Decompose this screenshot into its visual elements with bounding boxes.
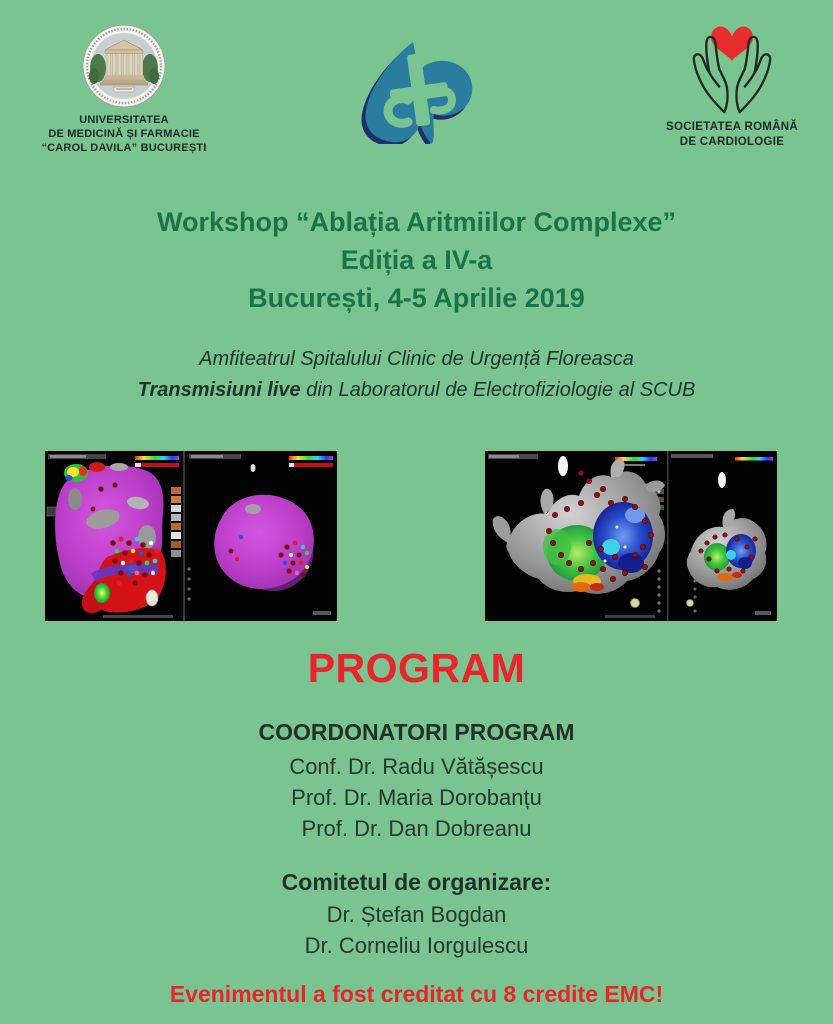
coordinator-name: Prof. Dr. Maria Dorobanțu (291, 785, 542, 810)
umf-logo-text-line2: DE MEDICINĂ ȘI FARMACIE (48, 128, 200, 140)
university-emblem-icon (82, 24, 166, 108)
committee-member-name: Dr. Ștefan Bogdan (326, 902, 507, 927)
title-line2: Ediția a IV-a (340, 245, 493, 275)
coordinators-list (0, 751, 833, 844)
src-logo-text-line1: SOCIETATEA ROMÂNĂ (665, 121, 799, 133)
venue-line2: Transmisiuni live din Laboratorul de Electrofiziologie al SCUB (137, 379, 696, 401)
catheter-marker (718, 472, 726, 488)
src-logo-text-line2: DE CARDIOLOGIE (679, 136, 785, 148)
title-line3: București, 4-5 Aprilie 2019 (248, 283, 585, 313)
workshop-title (0, 203, 833, 317)
committee-member-name: Dr. Corneliu Iorgulescu (304, 933, 529, 958)
umf-logo-text-line1: UNIVERSITATEA (79, 114, 169, 126)
electroanatomical-map-screenshot-left (45, 451, 337, 621)
umf-logo-text-line3: “CAROL DAVILA” BUCUREȘTI (41, 142, 207, 154)
venue-line1: Amfiteatrul Spitalului Clinic de Urgență Floreasca (199, 348, 634, 370)
title-line1: Workshop “Ablația Aritmiilor Complexe” (156, 207, 677, 237)
venue-live-label: Transmisiuni live (137, 379, 301, 401)
venue-info (0, 344, 833, 406)
heart-cross-emblem (362, 42, 473, 144)
catheter-marker (558, 456, 568, 476)
heart-orientation-icon (631, 599, 640, 608)
credit-note: Evenimentul a fost creditat cu 8 credite EMC! (169, 981, 664, 1007)
scub-hospital-logo-icon (356, 30, 480, 144)
romanian-society-of-cardiology-logo (642, 20, 822, 150)
coordinator-name: Prof. Dr. Dan Dobreanu (301, 816, 532, 841)
heart-orientation-icon (687, 600, 694, 607)
coordinator-name: Conf. Dr. Radu Vătășescu (289, 754, 544, 779)
umf-carol-davila-logo (26, 24, 222, 155)
electroanatomical-map-screenshot-right (485, 451, 777, 621)
coordinators-heading: COORDONATORI PROGRAM (258, 719, 575, 745)
committee-list (0, 899, 833, 961)
committee-heading: Comitetul de organizare: (281, 869, 552, 895)
hands-holding-heart-icon (680, 20, 784, 116)
program-heading: PROGRAM (307, 645, 526, 691)
